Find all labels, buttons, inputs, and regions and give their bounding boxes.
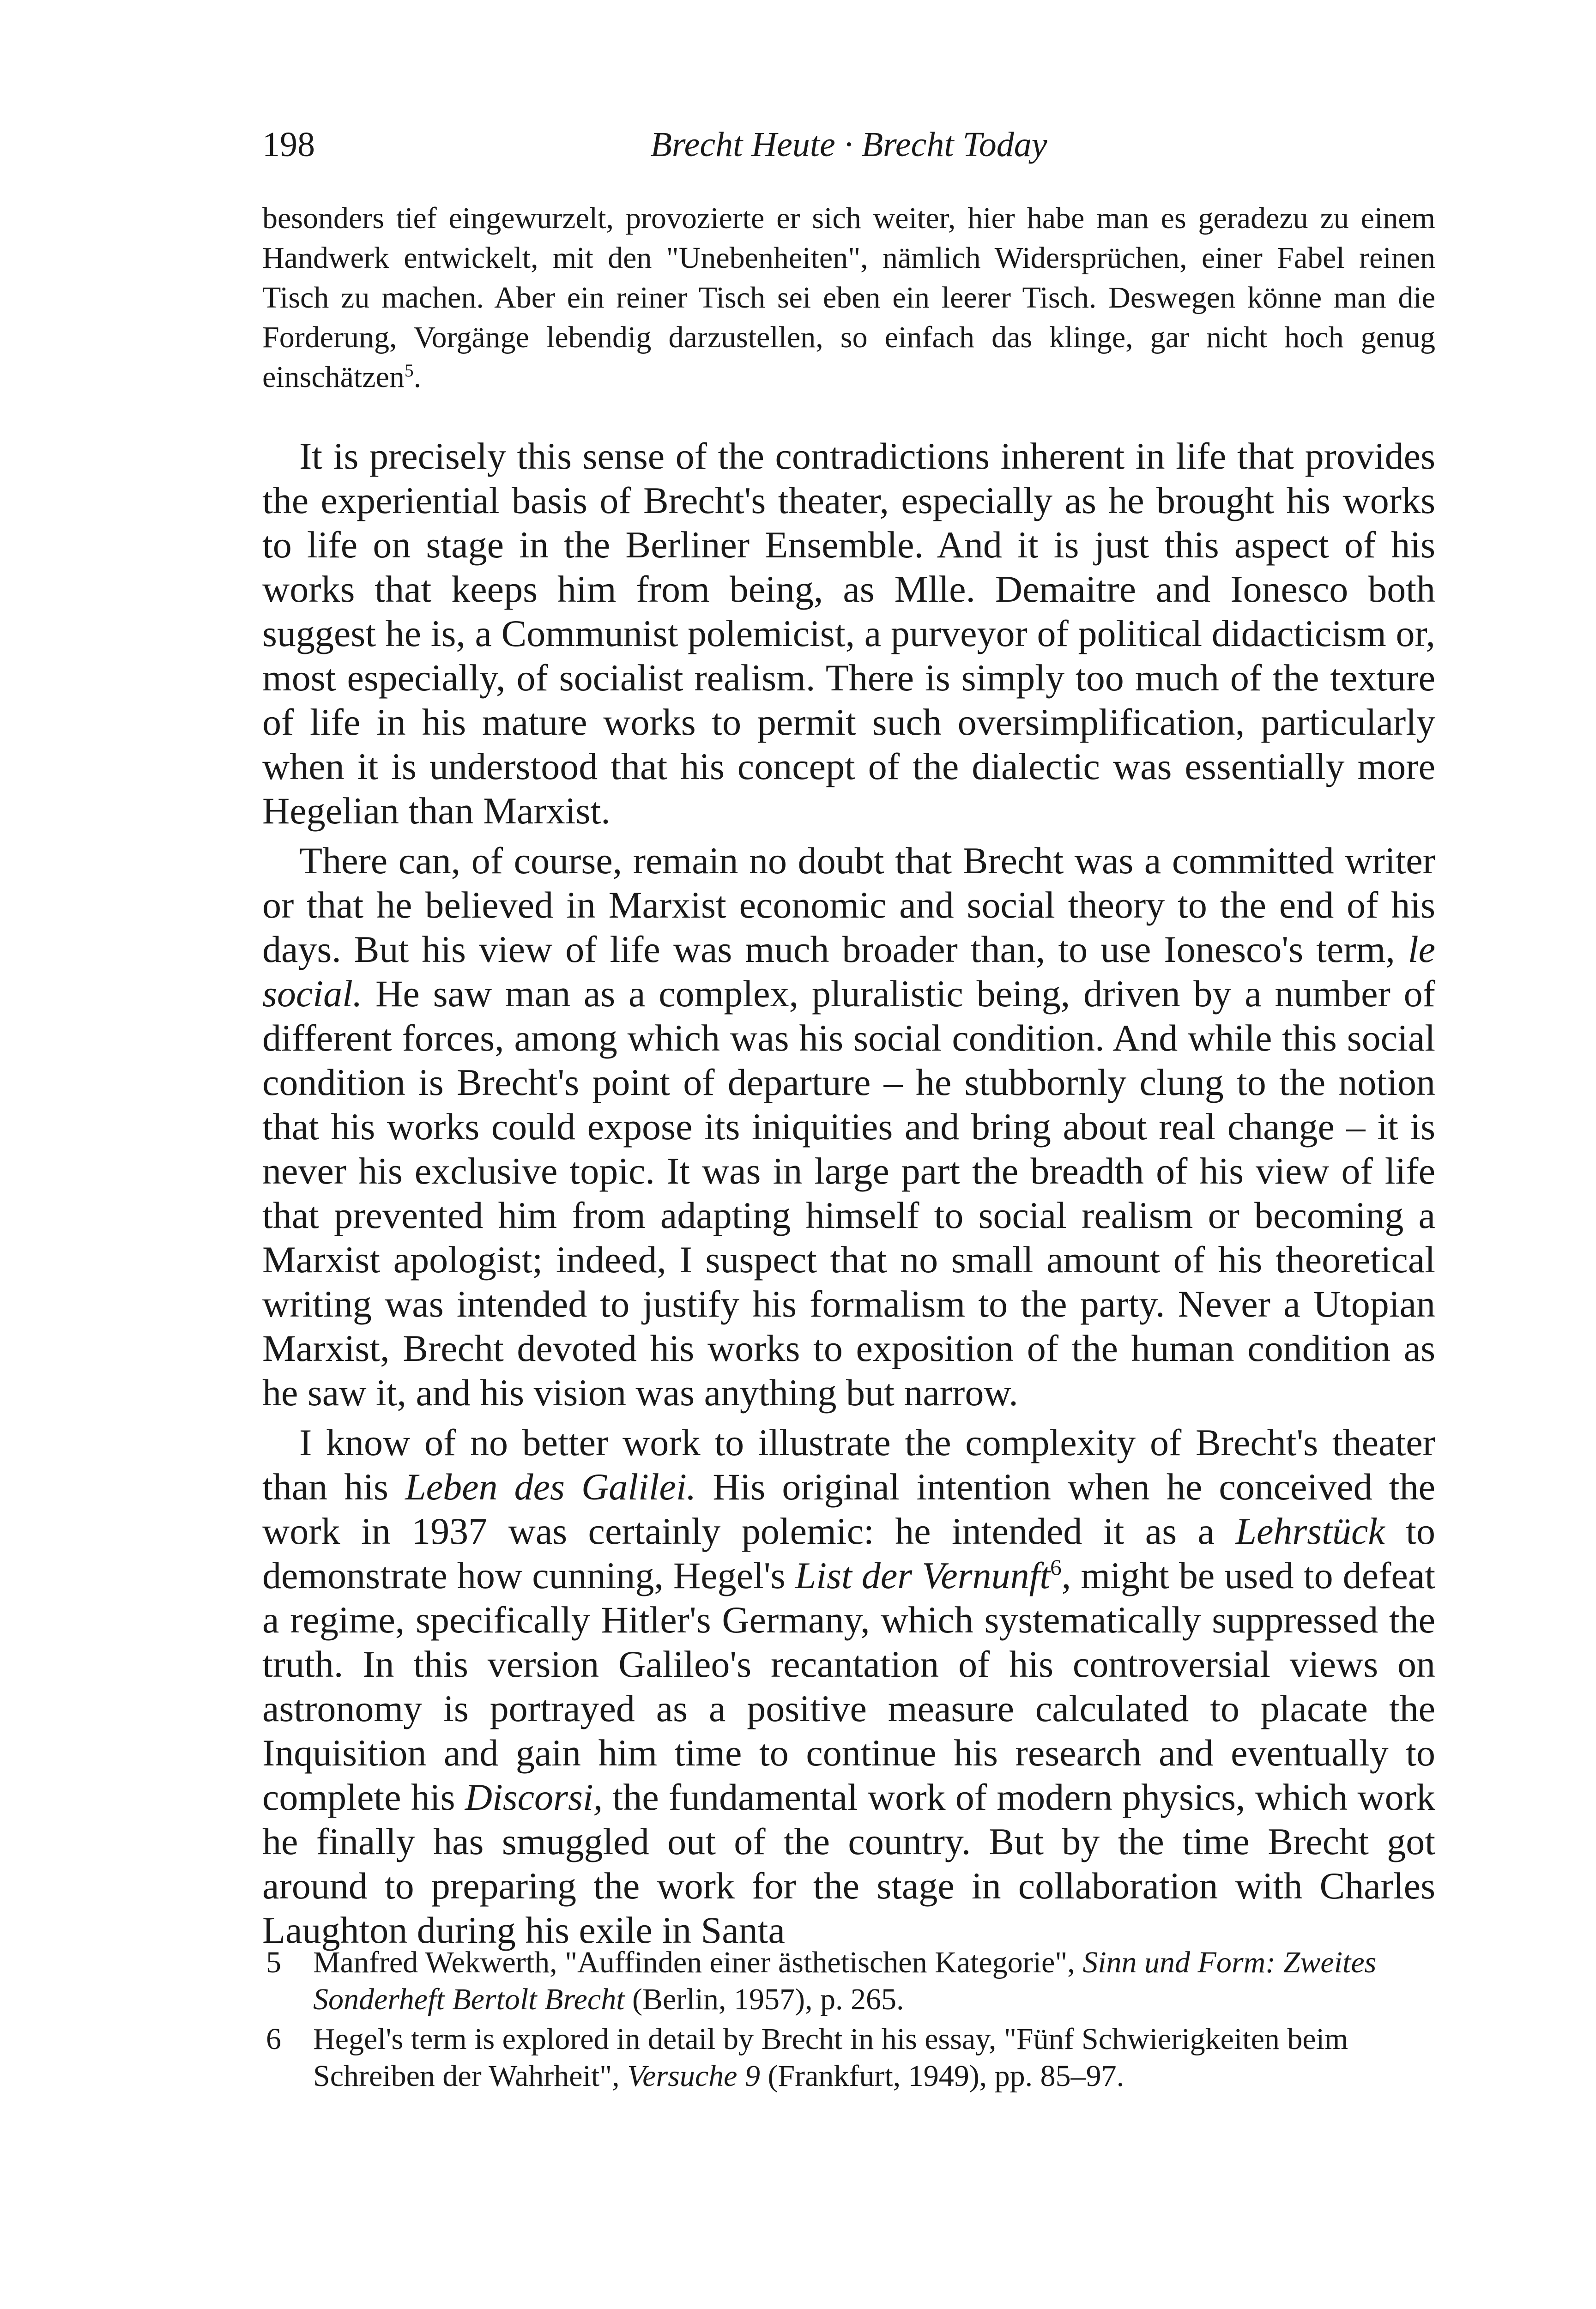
block-quote	[262, 199, 1435, 397]
paragraph-1-text: It is precisely this sense of the contradictions inherent in life that provides the experiential basis of Brecht's theater, especially as he brought his works to life on stage in the Berliner Ensemble. And it is just this aspect of his works that keeps him from being, as Mlle. Demaitre and Ionesco both suggest he is, a Communist polemicist, a purveyor of political didacticism or, most especially, of socialist realism. There is simply too much of the texture of life in his mature works to permit such oversimplification, particularly when it is understood that his concept of the dialectic was essentially more Hegelian than Marxist.	[262, 435, 1435, 832]
running-title: Brecht Heute · Brecht Today	[650, 125, 1047, 164]
footnote-text: Hegel's term is explored in detail by Brecht in his essay, "Fünf Schwierigkeiten beim Schreiben der Wahrheit",	[313, 2022, 1348, 2093]
footnote-5	[262, 1944, 1435, 2018]
footnote-text-end: (Frankfurt, 1949), pp. 85–97.	[760, 2059, 1124, 2093]
quote-text: besonders tief eingewurzelt, provozierte er sich weiter, hier habe man es geradezu zu einem Handwerk entwickelt, mit den "Unebenheiten", nämlich Widersprüchen, einer Fabel reinen Tisch zu machen. Aber ein reiner Tisch sei eben ein leerer Tisch. Deswegen könne man die Forderung, Vorgänge lebendig darzustellen, so einfach das klinge, gar nicht hoch genug einschätzen	[262, 201, 1435, 394]
paragraph-3-text-c: His original intention when he conceived the work in 1937 was certainly polemic: he intended it as a	[262, 1466, 1435, 1552]
footnote-number: 6	[266, 2022, 281, 2056]
paragraph-2-italic: le social.	[262, 928, 1435, 1015]
paragraph-3-text-g: , might be used to defeat a regime, specifically Hitler's Germany, which systematically suppressed the truth. In this version Galileo's recantation of his controversial views on astronomy is portrayed as a positive measure calculated to placate the Inquisition and gain him time to continue his research and eventually to complete his	[262, 1554, 1435, 1818]
paragraph-3	[262, 1420, 1435, 1952]
paragraph-2-text-c: He saw man as a complex, pluralistic being, driven by a number of different forces, among which was his social condition. And while this social condition is Brecht's point of departure – he stubbornly clung to the notion that his works could expose its iniquities and bring about real change – it is never his exclusive topic. It was in large part the breadth of his view of life that prevented him from adapting himself to social realism or becoming a Marxist apologist; indeed, I suspect that no small amount of his theoretical writing was intended to justify his formalism to the party. Never a Utopian Marxist, Brecht devoted his works to exposition of the human condition as he saw it, and his vision was anything but narrow.	[262, 973, 1435, 1414]
term-lehrstueck: Lehrstück	[1235, 1510, 1385, 1552]
page-number: 198	[262, 125, 315, 164]
paragraph-3-text-a: I know of no better work to illustrate the complexity of Brecht's theater than his	[262, 1421, 1435, 1508]
footnote-text: Manfred Wekwerth, "Auffinden einer ästhetischen Kategorie",	[313, 1946, 1083, 1979]
footnote-ref-6[interactable]: 6	[1050, 1554, 1062, 1580]
paragraph-2-text-a: There can, of course, remain no doubt that Brecht was a committed writer or that he believed in Marxist economic and social theory to the end of his days. But his view of life was much broader than, to use Ionesco's term,	[262, 840, 1435, 970]
paragraph-3-text-e: to demonstrate how cunning, Hegel's	[262, 1510, 1435, 1596]
footnote-number: 5	[266, 1946, 281, 1979]
title-discorsi: Discorsi,	[465, 1776, 603, 1818]
paragraph-3-text-i: the fundamental work of modern physics, which work he finally has smuggled out of the country. But by the time Brecht got around to preparing the work for the stage in collaboration with Charles Laughton during his exile in Santa	[262, 1776, 1435, 1951]
footnote-text-end: (Berlin, 1957), p. 265.	[624, 1983, 904, 2016]
body-text	[262, 434, 1435, 1952]
footnote-italic: Sinn und Form: Zweites Sonderheft Bertolt Brecht	[313, 1946, 1377, 2016]
footnotes	[262, 1944, 1435, 2097]
footnote-6	[262, 2021, 1435, 2095]
term-list-der-vernunft: List der Vernunft	[795, 1554, 1051, 1596]
footnote-ref-5[interactable]: 5	[404, 360, 414, 381]
paragraph-2	[262, 839, 1435, 1415]
footnote-italic: Versuche 9	[627, 2059, 760, 2093]
paragraph-1	[262, 434, 1435, 833]
page-header	[262, 125, 1435, 175]
quote-end: .	[413, 360, 422, 394]
title-leben-des-galilei: Leben des Galilei.	[405, 1466, 696, 1508]
